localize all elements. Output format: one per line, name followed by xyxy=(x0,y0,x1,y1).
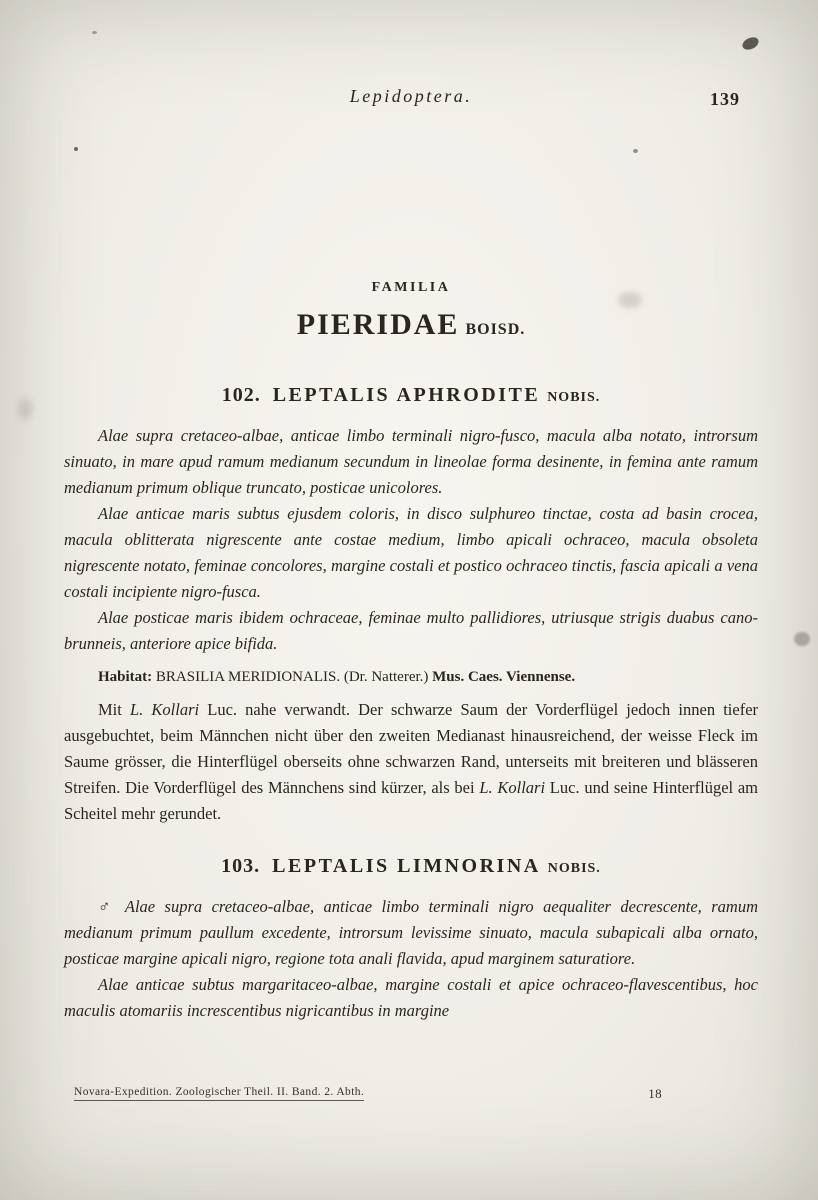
page-content xyxy=(64,0,758,1024)
species-reference: L. Kollari xyxy=(479,778,546,797)
species-entry-102 xyxy=(64,384,758,827)
running-title: Lepidoptera. xyxy=(349,86,473,106)
habitat-line xyxy=(64,664,758,690)
species-entry-103 xyxy=(64,855,758,1024)
family-name: PIERIDAE xyxy=(296,308,460,341)
family-heading-block xyxy=(64,280,758,342)
species-heading-103 xyxy=(64,855,758,878)
diagnosis-paragraph: Alae anticae maris subtus ejusdem coloris, in disco sulphureo tinctae, costa ad basin crocea, macula oblitterata nigrescente ante costae medium, limbo apicali ochraceo, macula obsoleta nigrescente notato, feminae concolores, margine costali et postico ochraceo tinctis, fascia apicali a vena costali incipiente nigro-fusca. xyxy=(64,504,758,601)
description-text: Luc. nahe verwandt. Der schwarze Saum der Vorderflügel jedoch innen tiefer ausgebuchtet, beim Männchen nicht über den zweiten Medianast hinausreichend, der weisse Fleck im Saume grösser, die Hinterflügel oberseits ohne schwarzen Rand, unterseits mit breiteren und blässeren Streifen. Die Vorderflügel des Männchens sind kürzer, als bei xyxy=(64,700,759,797)
habitat-locality: BRASILIA MERIDIONALIS. (Dr. Natterer.) xyxy=(155,669,429,685)
scan-smudge xyxy=(794,632,810,646)
habitat-label: Habitat: xyxy=(98,669,153,685)
species-author: NOBIS. xyxy=(547,390,601,405)
description-text: Luc. und seine Hinterflügel am Scheitel mehr gerundet. xyxy=(64,778,759,823)
species-number: 102. xyxy=(221,384,261,406)
diagnosis-paragraph: Alae supra cretaceo-albae, anticae limbo terminali nigro-fusco, macula alba notato, introrsum sinuato, in mare apud ramum medianum secundum in lineolae forma desinente, in femina ante ramum medianum primum oblique truncato, posticae unicolores. xyxy=(64,426,758,497)
species-number: 103. xyxy=(221,855,261,877)
species-author: NOBIS. xyxy=(547,861,601,876)
page-footer xyxy=(74,1086,758,1102)
running-header xyxy=(64,86,758,112)
description-paragraph xyxy=(64,697,758,827)
diagnosis-paragraph: Alae anticae subtus margaritaceo-albae, margine costali et apice ochraceo-flavescentibus, hoc maculis atomariis increscentibus nigricantibus in margine xyxy=(64,975,758,1020)
description-text: Mit xyxy=(98,700,130,719)
family-name-line xyxy=(64,308,758,342)
species-name: LEPTALIS LIMNORINA xyxy=(272,855,541,877)
sheet-number: 18 xyxy=(648,1086,662,1101)
family-author: BOISD. xyxy=(465,321,526,338)
signature-line: Novara-Expedition. Zoologischer Theil. II. Band. 2. Abth. xyxy=(74,1086,364,1101)
familia-label: FAMILIA xyxy=(371,280,451,295)
scan-smudge xyxy=(18,398,32,420)
diagnosis-paragraph: ♂ Alae supra cretaceo-albae, anticae limbo terminali nigro aequaliter decrescente, ramum medianum primum paullum excedente, introrsum levissime sinuato, macula subapicali alba ornato, posticae margine apicali nigro, regione tota anali flavida, apud marginem saturatiore. xyxy=(64,897,758,968)
habitat-museum: Mus. Caes. Viennense. xyxy=(432,669,576,685)
diagnosis-paragraph: Alae posticae maris ibidem ochraceae, feminae multo pallidiores, utriusque strigis duabus cano-brunneis, anteriore apice bifida. xyxy=(64,608,758,653)
species-reference: L. Kollari xyxy=(129,700,200,719)
page-number: 139 xyxy=(710,89,740,109)
species-name: LEPTALIS APHRODITE xyxy=(272,384,541,406)
species-heading-102 xyxy=(64,384,758,407)
